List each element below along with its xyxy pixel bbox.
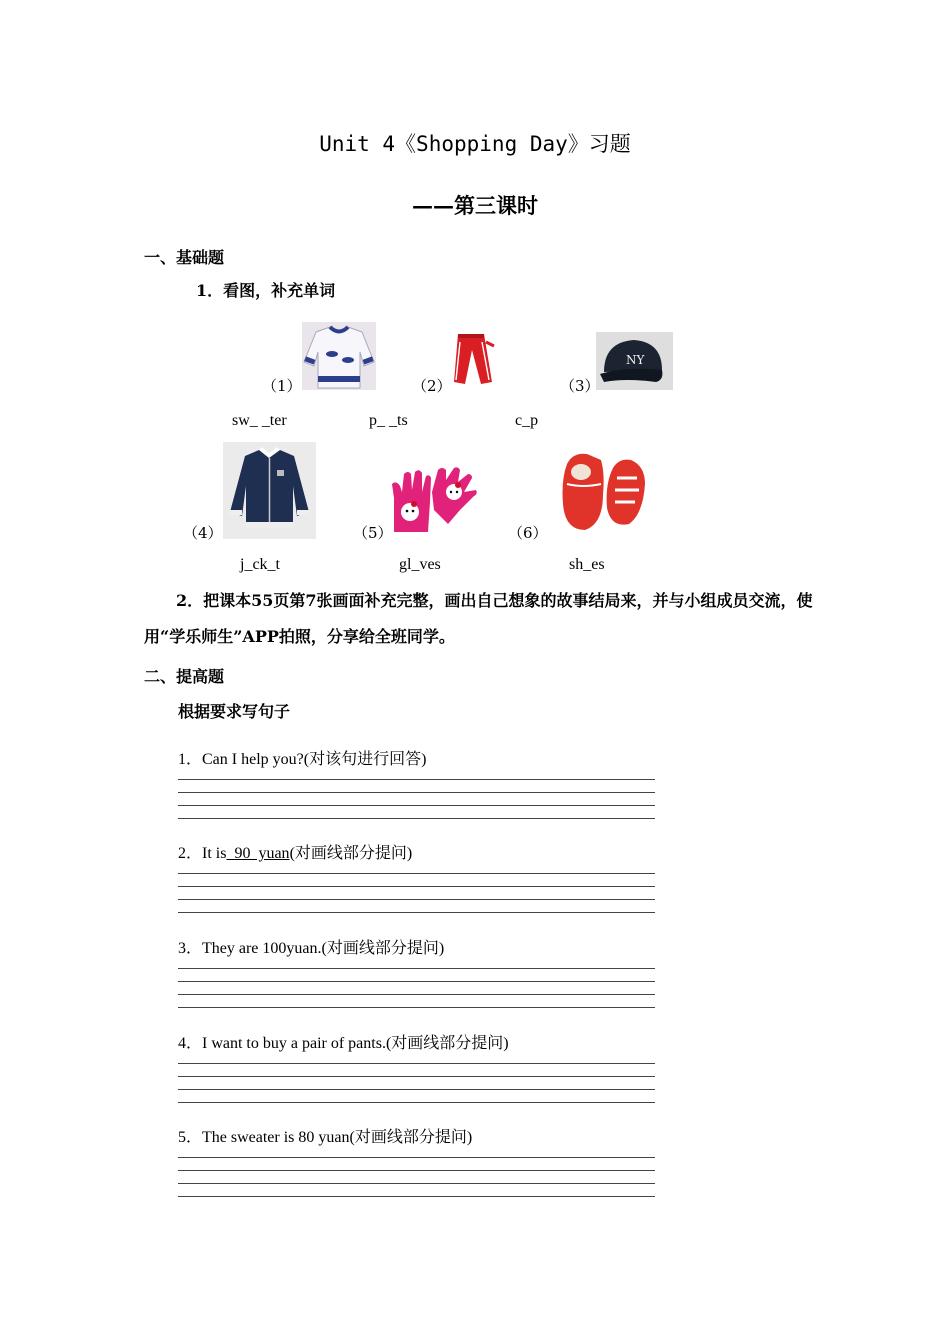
answer-line[interactable] bbox=[178, 1102, 655, 1103]
answer-line[interactable] bbox=[178, 1183, 655, 1184]
word-blank-4: j_ck_t bbox=[240, 556, 280, 573]
word-blank-1: sw_ _ter bbox=[232, 412, 287, 429]
answer-line[interactable] bbox=[178, 805, 655, 806]
page-subtitle: ——第三课时 bbox=[412, 193, 538, 218]
item-number-5: （5） bbox=[353, 524, 393, 542]
answer-line[interactable] bbox=[178, 818, 655, 819]
item-number-4: （4） bbox=[183, 524, 223, 542]
word-blank-5: gl_ves bbox=[399, 556, 441, 573]
sentence-question-3: 3．They are 100yuan.(对画线部分提问) bbox=[178, 940, 445, 957]
item-number-3: （3） bbox=[560, 377, 600, 395]
answer-line[interactable] bbox=[178, 886, 655, 887]
answer-line[interactable] bbox=[178, 1196, 655, 1197]
answer-line[interactable] bbox=[178, 912, 655, 913]
page-title: Unit 4《Shopping Day》习题 bbox=[319, 132, 631, 156]
item-number-6: （6） bbox=[508, 524, 548, 542]
word-blank-3: c_p bbox=[515, 412, 539, 429]
underlined-part: 90 yuan bbox=[226, 845, 290, 862]
answer-line[interactable] bbox=[178, 1007, 655, 1008]
word-blank-2: p_ _ts bbox=[369, 412, 408, 429]
shoes-picture bbox=[547, 444, 657, 537]
answer-line[interactable] bbox=[178, 1089, 655, 1090]
word-blank-6: sh_es bbox=[569, 556, 605, 573]
gloves-picture bbox=[388, 462, 480, 537]
answer-line[interactable] bbox=[178, 873, 655, 874]
section2-instruction: 根据要求写句子 bbox=[178, 702, 291, 721]
cap-picture bbox=[596, 332, 673, 390]
answer-line[interactable] bbox=[178, 1170, 655, 1171]
sentence-question-4: 4．I want to buy a pair of pants.(对画线部分提问) bbox=[178, 1035, 509, 1052]
question2-text: 2．把课本55页第7张画面补充完整，画出自己想象的故事结局来，并与小组成员交流，使用“学乐师生”APP拍照，分享给全班同学。 bbox=[144, 591, 813, 646]
sentence-question-1: 1．Can I help you?(对该句进行回答) bbox=[178, 751, 427, 768]
answer-line[interactable] bbox=[178, 1063, 655, 1064]
section2-heading: 二、提高题 bbox=[144, 667, 225, 686]
section1-heading: 一、基础题 bbox=[144, 248, 225, 267]
sentence-question-2: 2．It is 90 yuan(对画线部分提问) bbox=[178, 845, 413, 862]
jacket-picture bbox=[223, 442, 316, 539]
pants-picture bbox=[448, 332, 496, 386]
svg-text:NY: NY bbox=[626, 353, 645, 367]
answer-line[interactable] bbox=[178, 779, 655, 780]
answer-line[interactable] bbox=[178, 899, 655, 900]
answer-line[interactable] bbox=[178, 994, 655, 995]
item-number-1: （1） bbox=[262, 377, 302, 395]
question1-title: 1．看图，补充单词 bbox=[196, 281, 336, 300]
answer-line[interactable] bbox=[178, 1076, 655, 1077]
answer-line[interactable] bbox=[178, 981, 655, 982]
sweater-picture bbox=[302, 322, 376, 390]
item-number-2: （2） bbox=[412, 377, 452, 395]
answer-line[interactable] bbox=[178, 968, 655, 969]
sentence-question-5: 5．The sweater is 80 yuan(对画线部分提问) bbox=[178, 1129, 473, 1146]
answer-line[interactable] bbox=[178, 1157, 655, 1158]
answer-line[interactable] bbox=[178, 792, 655, 793]
